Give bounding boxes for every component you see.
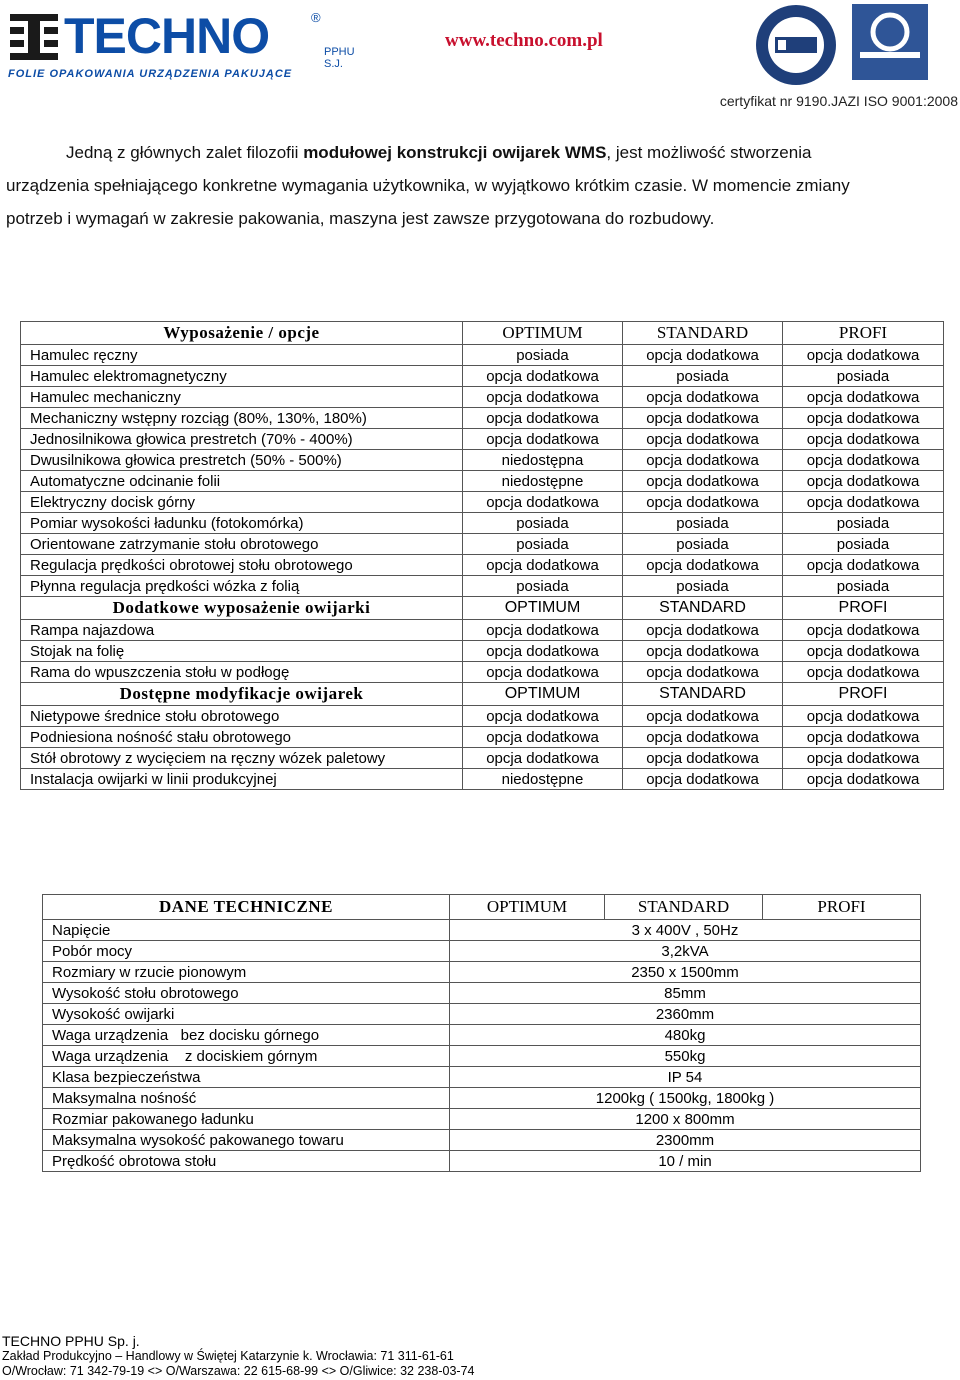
- table-row: [21, 620, 944, 641]
- column-header-standard: STANDARD: [623, 683, 783, 706]
- table-row: [21, 641, 944, 662]
- feature-name: Rama do wpuszczenia stołu w podłogę: [21, 662, 463, 683]
- table-row: [21, 706, 944, 727]
- iqnet-certified-management-system-icon: [755, 4, 837, 86]
- availability-cell: niedostępne: [463, 471, 623, 492]
- availability-cell: opcja dodatkowa: [783, 429, 944, 450]
- website-link[interactable]: www.techno.com.pl: [445, 30, 603, 51]
- tech-table-title: DANE TECHNICZNE: [43, 895, 450, 920]
- availability-cell: opcja dodatkowa: [623, 555, 783, 576]
- column-header-standard: STANDARD: [623, 597, 783, 620]
- parameter-value: IP 54: [450, 1067, 921, 1088]
- parameter-value: 1200 x 800mm: [450, 1109, 921, 1130]
- availability-cell: opcja dodatkowa: [463, 429, 623, 450]
- parameter-name: Waga urządzenia z dociskiem górnym: [43, 1046, 450, 1067]
- feature-name: Hamulec mechaniczny: [21, 387, 463, 408]
- section-title: Wyposażenie / opcje: [21, 322, 463, 345]
- column-header-profi: PROFI: [783, 322, 944, 345]
- parameter-value: 2360mm: [450, 1004, 921, 1025]
- table-row: [43, 983, 921, 1004]
- parameter-value: 550kg: [450, 1046, 921, 1067]
- parameter-name: Wysokość owijarki: [43, 1004, 450, 1025]
- feature-name: Hamulec ręczny: [21, 345, 463, 366]
- availability-cell: opcja dodatkowa: [463, 662, 623, 683]
- feature-name: Pomiar wysokości ładunku (fotokomórka): [21, 513, 463, 534]
- options-section-header: [21, 597, 944, 620]
- table-row: [21, 471, 944, 492]
- availability-cell: opcja dodatkowa: [783, 706, 944, 727]
- availability-cell: opcja dodatkowa: [463, 620, 623, 641]
- column-header-optimum: OPTIMUM: [450, 895, 605, 920]
- feature-name: Stojak na folię: [21, 641, 463, 662]
- table-row: [43, 1130, 921, 1151]
- availability-cell: opcja dodatkowa: [623, 387, 783, 408]
- table-row: [43, 962, 921, 983]
- table-row: [43, 1067, 921, 1088]
- feature-name: Podniesiona nośność stału obrotowego: [21, 727, 463, 748]
- feature-name: Hamulec elektromagnetyczny: [21, 366, 463, 387]
- table-row: [21, 387, 944, 408]
- availability-cell: opcja dodatkowa: [783, 662, 944, 683]
- footer-company: TECHNO PPHU Sp. j.: [2, 1333, 140, 1349]
- logo-name: TECHNO: [64, 8, 270, 64]
- column-header-profi: PROFI: [763, 895, 921, 920]
- feature-name: Automatyczne odcinanie folii: [21, 471, 463, 492]
- availability-cell: posiada: [783, 576, 944, 597]
- availability-cell: opcja dodatkowa: [783, 769, 944, 790]
- table-row: [21, 366, 944, 387]
- table-row: [21, 408, 944, 429]
- column-header-profi: PROFI: [783, 683, 944, 706]
- column-header-standard: STANDARD: [605, 895, 763, 920]
- certificate-number: certyfikat nr 9190.JAZI ISO 9001:2008: [719, 93, 958, 109]
- availability-cell: opcja dodatkowa: [783, 727, 944, 748]
- csq-icon: [852, 4, 928, 80]
- parameter-name: Maksymalna nośność: [43, 1088, 450, 1109]
- availability-cell: opcja dodatkowa: [623, 471, 783, 492]
- table-row: [43, 1025, 921, 1046]
- table-row: [21, 429, 944, 450]
- availability-cell: opcja dodatkowa: [783, 387, 944, 408]
- table-row: [43, 1004, 921, 1025]
- table-row: [21, 555, 944, 576]
- intro-line-1: [0, 136, 960, 169]
- table-row: [21, 492, 944, 513]
- feature-name: Elektryczny docisk górny: [21, 492, 463, 513]
- availability-cell: niedostępne: [463, 769, 623, 790]
- intro-line-3: potrzeb i wymagań w zakresie pakowania, maszyna jest zawsze przygotowana do rozbudowy.: [6, 209, 715, 228]
- table-row: [21, 769, 944, 790]
- column-header-optimum: OPTIMUM: [463, 322, 623, 345]
- company-logo: [6, 8, 376, 78]
- logo-tagline: FOLIE OPAKOWANIA URZĄDZENIA PAKUJĄCE: [8, 68, 293, 80]
- table-row: [43, 1088, 921, 1109]
- column-header-optimum: OPTIMUM: [463, 683, 623, 706]
- tech-table-header: [43, 895, 921, 920]
- availability-cell: opcja dodatkowa: [623, 641, 783, 662]
- table-row: [21, 534, 944, 555]
- parameter-value: 3,2kVA: [450, 941, 921, 962]
- options-table: [20, 321, 944, 790]
- parameter-name: Wysokość stołu obrotowego: [43, 983, 450, 1004]
- availability-cell: opcja dodatkowa: [623, 748, 783, 769]
- parameter-value: 3 x 400V , 50Hz: [450, 920, 921, 941]
- availability-cell: opcja dodatkowa: [783, 492, 944, 513]
- parameter-name: Rozmiar pakowanego ładunku: [43, 1109, 450, 1130]
- availability-cell: posiada: [463, 513, 623, 534]
- availability-cell: posiada: [463, 345, 623, 366]
- availability-cell: opcja dodatkowa: [783, 620, 944, 641]
- availability-cell: opcja dodatkowa: [463, 706, 623, 727]
- footer: [2, 1334, 474, 1379]
- availability-cell: opcja dodatkowa: [783, 471, 944, 492]
- section-title: Dodatkowe wyposażenie owijarki: [21, 597, 463, 620]
- parameter-value: 2350 x 1500mm: [450, 962, 921, 983]
- availability-cell: posiada: [783, 366, 944, 387]
- availability-cell: opcja dodatkowa: [783, 345, 944, 366]
- availability-cell: posiada: [623, 576, 783, 597]
- availability-cell: niedostępna: [463, 450, 623, 471]
- parameter-name: Rozmiary w rzucie pionowym: [43, 962, 450, 983]
- availability-cell: opcja dodatkowa: [623, 492, 783, 513]
- table-row: [43, 941, 921, 962]
- availability-cell: opcja dodatkowa: [783, 450, 944, 471]
- table-row: [21, 576, 944, 597]
- parameter-name: Pobór mocy: [43, 941, 450, 962]
- availability-cell: opcja dodatkowa: [463, 492, 623, 513]
- availability-cell: posiada: [463, 576, 623, 597]
- availability-cell: posiada: [783, 534, 944, 555]
- availability-cell: posiada: [623, 534, 783, 555]
- availability-cell: opcja dodatkowa: [623, 429, 783, 450]
- feature-name: Rampa najazdowa: [21, 620, 463, 641]
- table-row: [21, 345, 944, 366]
- feature-name: Dwusilnikowa głowica prestretch (50% - 500%): [21, 450, 463, 471]
- availability-cell: opcja dodatkowa: [623, 769, 783, 790]
- availability-cell: opcja dodatkowa: [463, 727, 623, 748]
- feature-name: Instalacja owijarki w linii produkcyjnej: [21, 769, 463, 790]
- feature-name: Jednosilnikowa głowica prestretch (70% - 400%): [21, 429, 463, 450]
- availability-cell: opcja dodatkowa: [463, 555, 623, 576]
- feature-name: Nietypowe średnice stołu obrotowego: [21, 706, 463, 727]
- table-row: [21, 513, 944, 534]
- availability-cell: opcja dodatkowa: [623, 345, 783, 366]
- registered-mark: ®: [311, 10, 321, 25]
- section-title: Dostępne modyfikacje owijarek: [21, 683, 463, 706]
- column-header-standard: STANDARD: [623, 322, 783, 345]
- availability-cell: opcja dodatkowa: [783, 641, 944, 662]
- parameter-value: 480kg: [450, 1025, 921, 1046]
- parameter-value: 85mm: [450, 983, 921, 1004]
- availability-cell: opcja dodatkowa: [783, 748, 944, 769]
- availability-cell: posiada: [623, 513, 783, 534]
- technical-data-table: [42, 894, 921, 1172]
- availability-cell: opcja dodatkowa: [783, 408, 944, 429]
- availability-cell: opcja dodatkowa: [623, 706, 783, 727]
- availability-cell: opcja dodatkowa: [783, 555, 944, 576]
- availability-cell: opcja dodatkowa: [623, 408, 783, 429]
- intro-paragraph: [0, 136, 960, 235]
- table-row: [43, 920, 921, 941]
- parameter-value: 2300mm: [450, 1130, 921, 1151]
- parameter-name: Waga urządzenia bez docisku górnego: [43, 1025, 450, 1046]
- feature-name: Płynna regulacja prędkości wózka z folią: [21, 576, 463, 597]
- availability-cell: opcja dodatkowa: [463, 408, 623, 429]
- table-row: [43, 1046, 921, 1067]
- availability-cell: posiada: [783, 513, 944, 534]
- parameter-name: Klasa bezpieczeństwa: [43, 1067, 450, 1088]
- techno-logo-icon: [8, 12, 60, 62]
- feature-name: Orientowane zatrzymanie stołu obrotowego: [21, 534, 463, 555]
- feature-name: Regulacja prędkości obrotowej stołu obrotowego: [21, 555, 463, 576]
- intro-line-2: urządzenia spełniającego konkretne wymagania użytkownika, w wyjątkowo krótkim czasie. W momencie zmiany: [6, 176, 850, 195]
- availability-cell: opcja dodatkowa: [463, 366, 623, 387]
- table-row: [21, 727, 944, 748]
- feature-name: Stół obrotowy z wycięciem na ręczny wózek paletowy: [21, 748, 463, 769]
- availability-cell: opcja dodatkowa: [623, 450, 783, 471]
- table-row: [43, 1109, 921, 1130]
- availability-cell: posiada: [463, 534, 623, 555]
- footer-plant-address: Zakład Produkcyjno – Handlowy w Świętej Katarzynie k. Wrocławia: 71 311-61-61: [2, 1349, 454, 1363]
- options-section-header: [21, 683, 944, 706]
- parameter-value: 10 / min: [450, 1151, 921, 1172]
- table-row: [43, 1151, 921, 1172]
- logo-company-form: PPHU S.J.: [324, 46, 355, 70]
- availability-cell: opcja dodatkowa: [623, 727, 783, 748]
- availability-cell: opcja dodatkowa: [463, 641, 623, 662]
- parameter-name: Maksymalna wysokość pakowanego towaru: [43, 1130, 450, 1151]
- intro-text: Jedną z głównych zalet filozofii: [66, 143, 304, 162]
- availability-cell: opcja dodatkowa: [463, 387, 623, 408]
- table-row: [21, 662, 944, 683]
- table-row: [21, 748, 944, 769]
- availability-cell: posiada: [623, 366, 783, 387]
- footer-branches: O/Wrocław: 71 342-79-19 <> O/Warszawa: 22 615-68-99 <> O/Gliwice: 32 238-03-74: [2, 1364, 475, 1378]
- availability-cell: opcja dodatkowa: [463, 748, 623, 769]
- column-header-profi: PROFI: [783, 597, 944, 620]
- options-section-header: [21, 322, 944, 345]
- parameter-name: Prędkość obrotowa stołu: [43, 1151, 450, 1172]
- column-header-optimum: OPTIMUM: [463, 597, 623, 620]
- table-row: [21, 450, 944, 471]
- intro-highlight: modułowej konstrukcji owijarek WMS: [303, 143, 607, 162]
- intro-text: , jest możliwość stworzenia: [606, 143, 812, 162]
- feature-name: Mechaniczny wstępny rozciąg (80%, 130%, 180%): [21, 408, 463, 429]
- availability-cell: opcja dodatkowa: [623, 620, 783, 641]
- parameter-name: Napięcie: [43, 920, 450, 941]
- availability-cell: opcja dodatkowa: [623, 662, 783, 683]
- parameter-value: 1200kg ( 1500kg, 1800kg ): [450, 1088, 921, 1109]
